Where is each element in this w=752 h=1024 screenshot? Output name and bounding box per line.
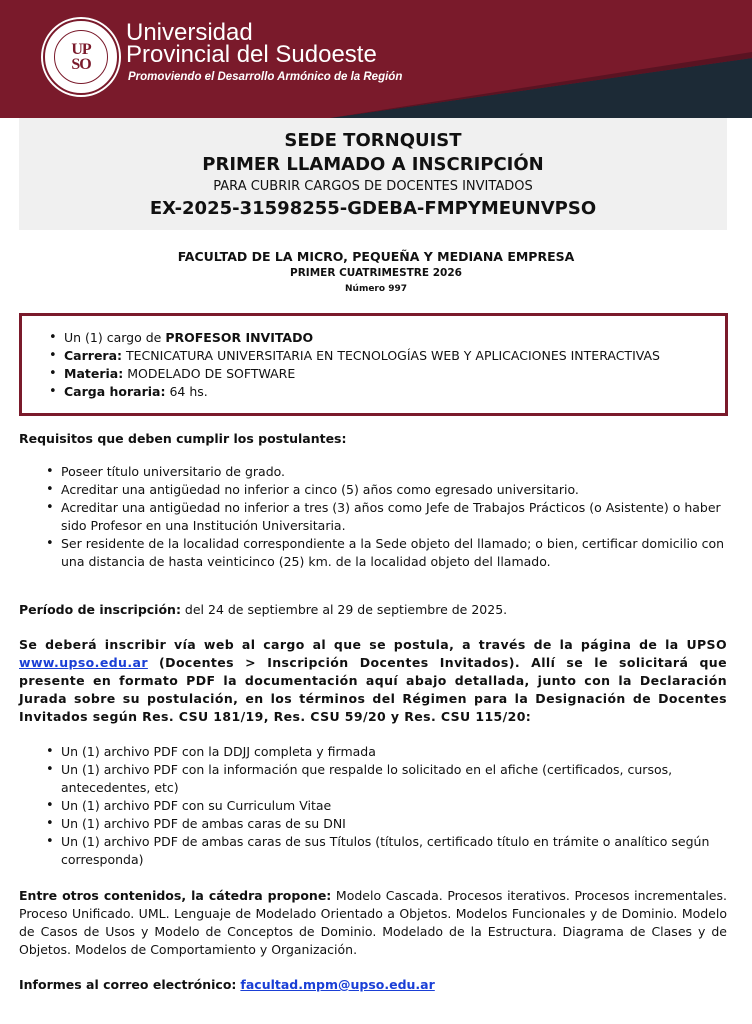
list-item: • Un (1) archivo PDF con la información que respalde lo solicitado en el afiche (certificados, cursos, antecedentes, etc) — [19, 761, 719, 797]
cargo-prefix: Un (1) cargo de — [64, 330, 166, 345]
university-name — [126, 19, 377, 68]
instructions-paragraph — [19, 636, 727, 726]
header-banner — [0, 0, 752, 118]
course-contents — [19, 887, 727, 959]
carrera-label: Carrera: — [64, 348, 123, 363]
cargo-value: PROFESOR INVITADO — [165, 330, 314, 345]
title-block — [19, 118, 727, 230]
title-expediente: EX-2025-31598255-GDEBA-FMPYMEUNVPSO — [149, 198, 597, 219]
faculty-name: FACULTAD DE LA MICRO, PEQUEÑA Y MEDIANA EMPRESA — [177, 249, 575, 264]
materia-value: MODELADO DE SOFTWARE — [123, 366, 296, 381]
inscription-text: del 24 de septiembre al 29 de septiembre de 2025. — [180, 602, 508, 617]
position-list — [22, 329, 712, 401]
contact-email-link[interactable]: facultad.mpm@upso.edu.ar — [240, 977, 435, 992]
list-item: • Acreditar una antigüedad no inferior a cinco (5) años como egresado universitario. — [19, 481, 725, 499]
title-subtitle: PARA CUBRIR CARGOS DE DOCENTES INVITADOS — [213, 179, 533, 194]
list-item — [22, 347, 712, 365]
title-sede: SEDE TORNQUIST — [284, 130, 462, 151]
university-name-line2: Provincial del Sudoeste — [126, 41, 377, 68]
logo-text: UP SO — [71, 41, 91, 73]
faculty-period: PRIMER CUATRIMESTRE 2026 — [290, 267, 462, 279]
university-tagline: Promoviendo el Desarrollo Armónico de la Región — [128, 71, 403, 83]
faculty-number: Número 997 — [345, 284, 407, 294]
list-item: • Un (1) archivo PDF con su Curriculum Vitae — [19, 797, 719, 815]
list-item: • Un (1) archivo PDF de ambas caras de su DNI — [19, 815, 719, 833]
university-name-line1: Universidad — [126, 19, 253, 46]
inscription-label: Período de inscripción: — [19, 602, 181, 617]
contents-text: Modelo Cascada. Procesos iterativos. Procesos incrementales. Proceso Unificado. UML. Lenguaje de Modelado Orientado a Objetos. Modelos Funcionales y de Dominio. Modelo de Casos de Usos y Modelo de Conceptos de Dominio. Modelado de la Estructura. Diagrama de Clases y de Objetos. Modelos de Comportamiento y Organización. — [19, 888, 727, 957]
carrera-value: TECNICATURA UNIVERSITARIA EN TECNOLOGÍAS WEB Y APLICACIONES INTERACTIVAS — [122, 348, 660, 363]
contact-label: Informes al correo electrónico: — [19, 977, 237, 992]
carga-label: Carga horaria: — [64, 384, 166, 399]
position-box — [19, 313, 728, 416]
requirements-heading: Requisitos que deben cumplir los postulantes: — [19, 431, 347, 446]
materia-label: Materia: — [64, 366, 124, 381]
list-item: • Poseer título universitario de grado. — [19, 463, 725, 481]
list-item: • Un (1) archivo PDF de ambas caras de sus Títulos (títulos, certificado título en trámite o analítico según corresponda) — [19, 833, 719, 869]
instructions-part2: (Docentes > Inscripción Docentes Invitados). Allí se le solicitará que presente en formato PDF la documentación aquí abajo detallada, junto con la Declaración Jurada sobre su postulación, en los términos del Régimen para la Designación de Docentes Invitados según Res. CSU 181/19, Res. CSU 59/20 y Res. CSU 115/20: — [19, 655, 727, 724]
list-item — [22, 365, 712, 383]
instructions-part1: Se deberá inscribir vía web al cargo al que se postula, a través de la página de la UPSO — [19, 637, 727, 652]
carga-value: 64 hs. — [165, 384, 208, 399]
list-item — [22, 383, 712, 401]
upso-website-link[interactable]: www.upso.edu.ar — [19, 655, 148, 670]
list-item: • Ser residente de la localidad correspondiente a la Sede objeto del llamado; o bien, certificar domicilio con una distancia de hasta veinticinco (25) km. de la localidad objeto del llamado. — [19, 535, 725, 571]
list-item: • Un (1) archivo PDF con la DDJJ completa y firmada — [19, 743, 719, 761]
requirements-list — [19, 463, 725, 571]
inscription-period — [19, 601, 731, 619]
title-llamado: PRIMER LLAMADO A INSCRIPCIÓN — [202, 154, 544, 175]
documents-list — [19, 743, 719, 869]
contents-label: Entre otros contenidos, la cátedra propone: — [19, 888, 332, 903]
university-logo — [43, 19, 119, 95]
list-item — [22, 329, 712, 347]
contact-line — [19, 976, 731, 994]
list-item: • Acreditar una antigüedad no inferior a tres (3) años como Jefe de Trabajos Prácticos (o Asistente) o haber sido Profesor en una Institución Universitaria. — [19, 499, 725, 535]
